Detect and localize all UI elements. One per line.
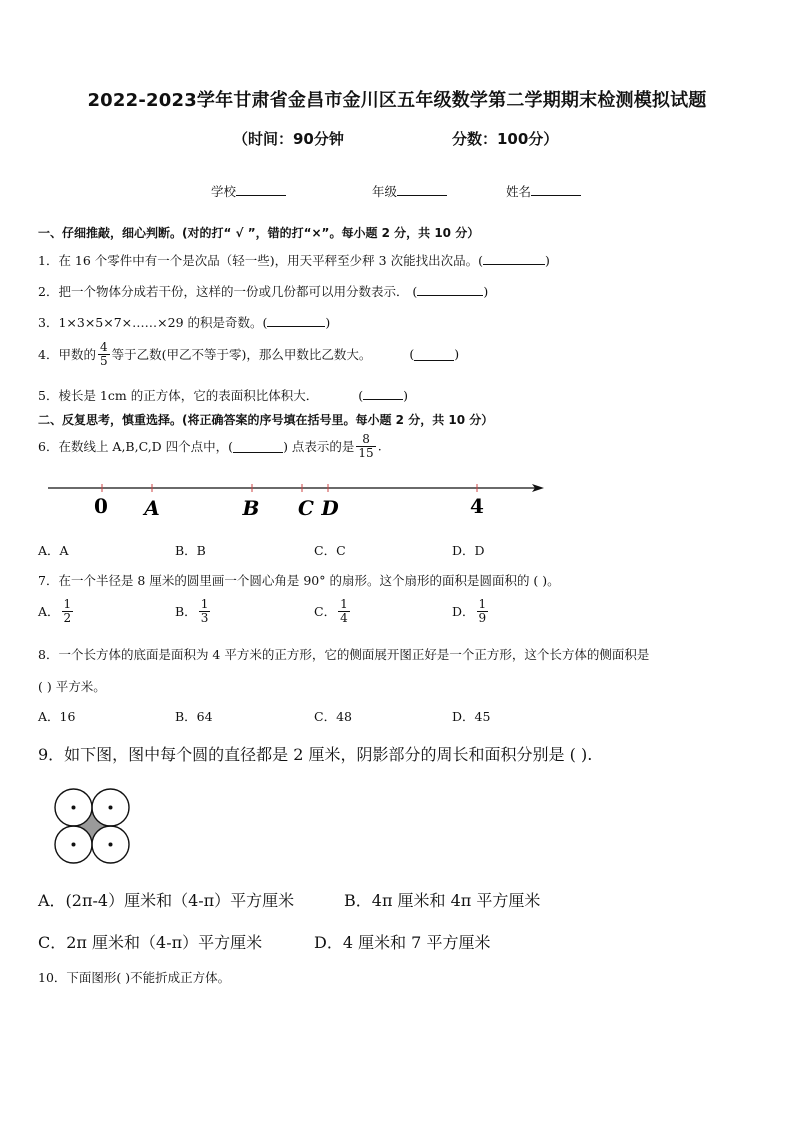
point-label-c: C — [298, 496, 314, 520]
q9-option-a: A．(2π-4）厘米和（4-π）平方厘米 — [38, 891, 295, 910]
fraction-4-5: $\frac{4}{5}$ — [99, 340, 108, 368]
question-2: 2．把一个物体分成若干份，这样的一份或几份都可以用分数表示． ( ) — [38, 284, 489, 299]
q6-option-d: D．D — [452, 543, 485, 558]
q8-option-d: D．45 — [452, 709, 491, 724]
shaded-region — [74, 808, 110, 844]
q9-option-c: C．2π 厘米和（4-π）平方厘米 — [38, 933, 263, 952]
q6-option-a: A．A — [38, 543, 69, 558]
question-1: 1．在 16 个零件中有一个是次品（轻一些)，用天平秤至少秤 3 次能找出次品。( ) — [38, 253, 550, 268]
q7-option-b: B． $\frac{1}{3}$ — [175, 597, 209, 625]
page-title: 2022-2023学年甘肃省金昌市金川区五年级数学第二学期期末检测模拟试题 — [87, 90, 707, 111]
q6-option-b: B．B — [175, 543, 206, 558]
point-label-a: A — [144, 496, 160, 520]
q7-option-d: D． $\frac{1}{9}$ — [452, 597, 487, 625]
four-circles-figure — [50, 784, 136, 868]
q8-option-b: B．64 — [175, 709, 213, 724]
q8-option-a: A．16 — [38, 709, 76, 724]
section-2-heading: 二、反复思考，慎重选择。(将正确答案的序号填在括号里。每小题 2 分，共 10 分） — [38, 413, 494, 427]
question-8-line-2: ( ) 平方米。 — [38, 679, 106, 694]
fraction-8-15: $\frac{8}{15}$ — [358, 432, 374, 460]
question-5: 5．棱长是 1cm 的正方体，它的表面积比体积大． ( ) — [38, 388, 408, 403]
score-label: 分数：100分） — [452, 130, 559, 148]
q7-option-a: A． $\frac{1}{2}$ — [38, 597, 72, 625]
question-6: 6．在数线上 A,B,C,D 四个点中，( ) 点表示的是 $\frac{8}{15}$ . — [38, 432, 382, 460]
tick-label-0: 0 — [94, 494, 108, 518]
tick-label-4: 4 — [470, 494, 484, 518]
question-9: 9．如下图，图中每个圆的直径都是 2 厘米，阴影部分的周长和面积分别是 ( ). — [38, 745, 593, 764]
question-10: 10．下面图形( )不能折成正方体。 — [38, 970, 231, 985]
point-label-b: B — [242, 496, 260, 520]
time-label: （时间：90分钟 — [233, 130, 344, 148]
point-label-d: D — [321, 496, 339, 520]
section-1-heading: 一、仔细推敲，细心判断。(对的打“ √ ”，错的打“×”。每小题 2 分，共 10 分） — [38, 226, 480, 240]
q6-option-c: C．C — [314, 543, 346, 558]
number-line — [40, 478, 550, 520]
school-field: 学校 — [211, 182, 286, 200]
question-3: 3．1×3×5×7×……×29 的积是奇数。( ) — [38, 315, 331, 330]
question-7: 7．在一个半径是 8 厘米的圆里画一个圆心角是 90° 的扇形。这个扇形的面积是圆面积的 ( )。 — [38, 573, 560, 588]
grade-field: 年级 — [372, 182, 447, 200]
question-8-line-1: 8．一个长方体的底面是面积为 4 平方米的正方形，它的侧面展开图正好是一个正方形，这个长方体的侧面积是 — [38, 647, 650, 662]
q9-option-d: D．4 厘米和 7 平方厘米 — [314, 933, 491, 952]
name-field: 姓名 — [506, 182, 581, 200]
q9-option-b: B．4π 厘米和 4π 平方厘米 — [344, 891, 541, 910]
question-4: 4．甲数的 $\frac{4}{5}$ 等于乙数(甲乙不等于零)，那么甲数比乙数大。 ( ) — [38, 340, 460, 368]
q7-option-c: C． $\frac{1}{4}$ — [314, 597, 348, 625]
q8-option-c: C．48 — [314, 709, 352, 724]
